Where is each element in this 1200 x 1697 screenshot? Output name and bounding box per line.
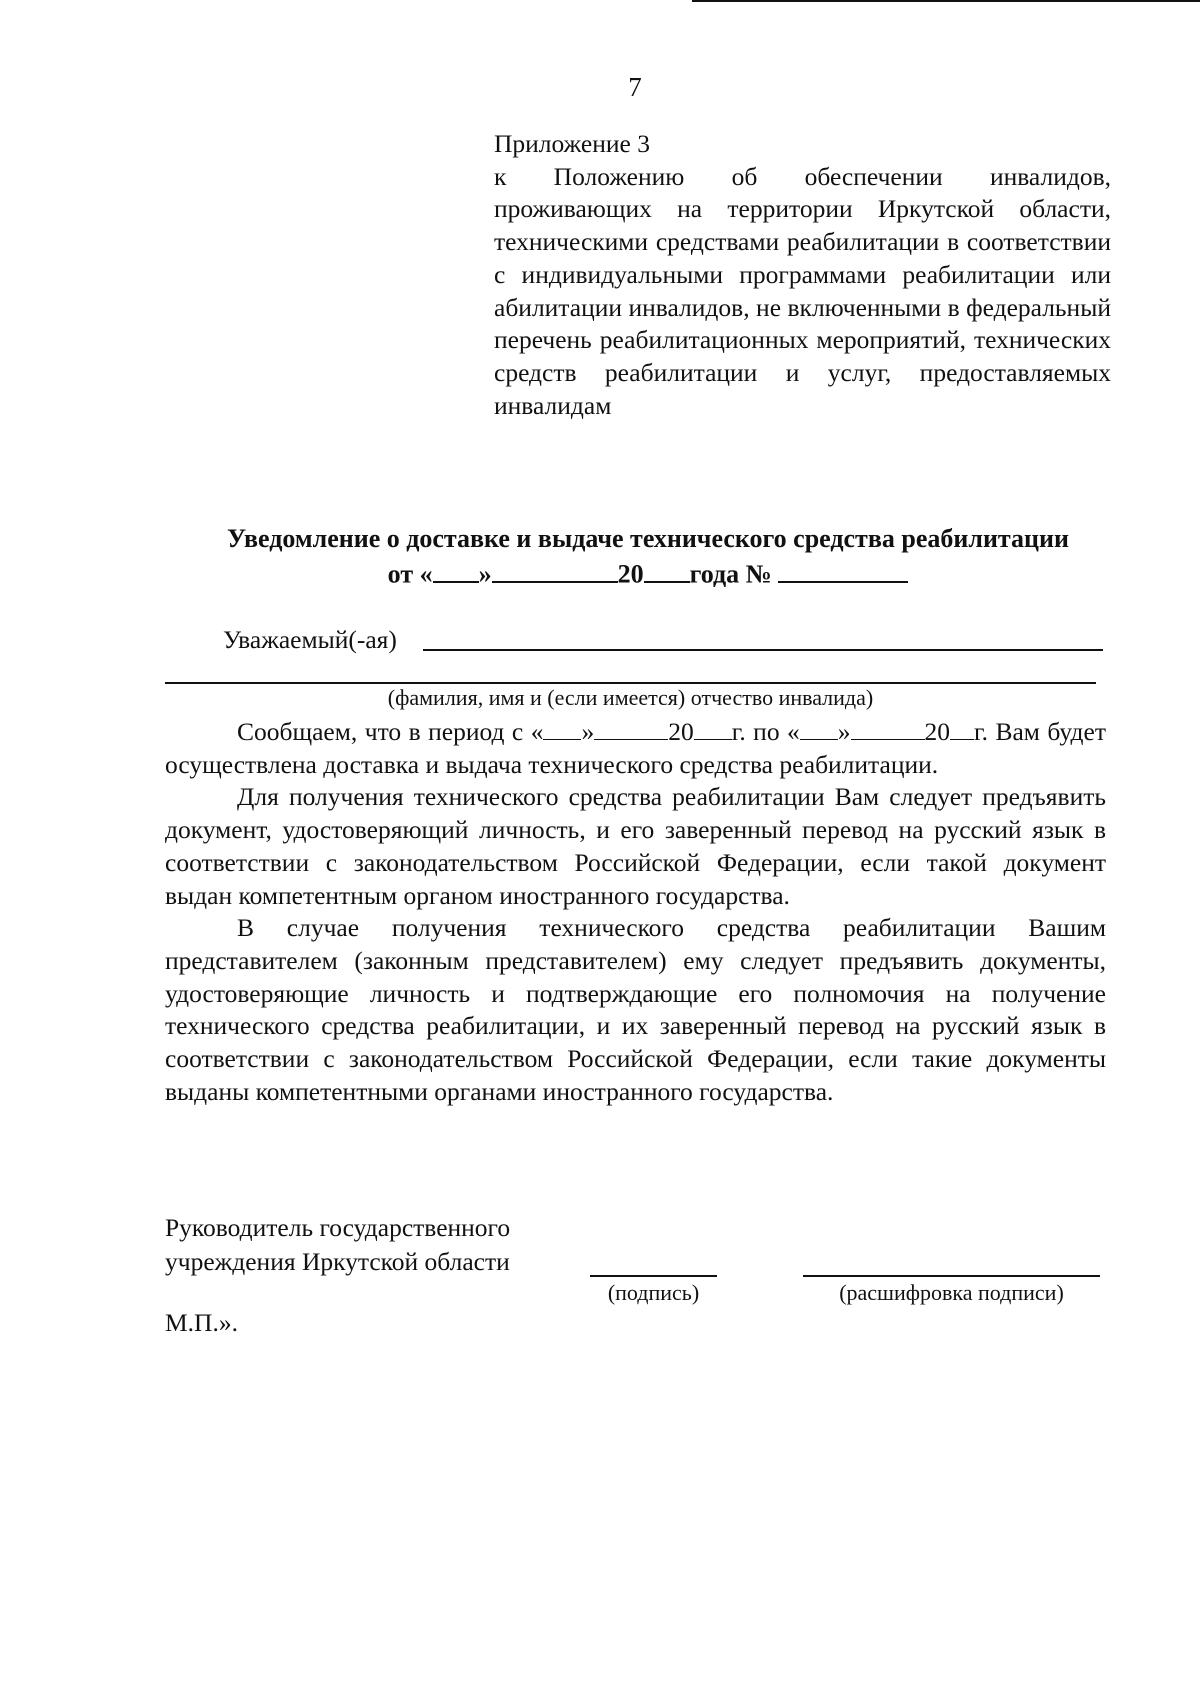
appendix-title: Приложение 3 <box>494 129 650 158</box>
heading-from: от « <box>387 559 433 589</box>
appendix-block <box>494 128 1111 422</box>
year-blank <box>644 556 690 583</box>
signature-decode-line <box>803 1275 1100 1277</box>
recipient-name-blank <box>423 649 1103 651</box>
stamp-place: М.П.». <box>165 1308 238 1337</box>
body-paragraph-2: Для получения технического средства реабилитации Вам следует предъявить документ, удостоверяющий личность, и его заверенный перевод на русский язык в соответствии с законодательством Российской Федерации, если такой документ выдан компетентным органом иностранного государства. <box>165 782 1106 910</box>
day-blank <box>433 556 479 583</box>
top-rule <box>692 0 1200 2</box>
signature-decode-caption: (расшифровка подписи) <box>839 1280 1064 1305</box>
recipient-caption: (фамилия, имя и (если имеется) отчество инвалида) <box>387 685 874 710</box>
notice-body <box>165 716 1106 1108</box>
heading-title: Уведомление о доставке и выдаче технического средства реабилитации <box>227 524 1069 553</box>
signature-line <box>590 1275 717 1277</box>
heading-year-prefix: 20 <box>617 559 644 589</box>
start-year-blank <box>694 716 732 740</box>
month-blank <box>492 556 618 583</box>
page-number: 7 <box>628 72 642 102</box>
end-year-blank <box>950 716 974 740</box>
document-heading <box>150 521 1146 592</box>
heading-date-line <box>150 556 1146 592</box>
number-blank <box>778 556 908 583</box>
start-month-blank <box>594 716 668 740</box>
signatory-title: Руководитель государственного учреждения Иркутской области <box>165 1213 511 1276</box>
start-day-blank <box>543 716 581 740</box>
signature-caption: (подпись) <box>607 1280 700 1305</box>
appendix-text: к Положению об обеспечении инвалидов, проживающих на территории Иркутской области, техническими средствами реабилитации в соответствии с индивидуальными программами реабилитации или абилитации инвалидов, не включенными в федеральный перечень реабилитационных мероприятий, технических средств реабилитации и услуг, предоставляемых инвалидам <box>494 161 1111 420</box>
recipient-label: Уважаемый(-ая) <box>223 625 397 654</box>
heading-quote-close: » <box>478 559 492 589</box>
body-paragraph-3: В случае получения технического средства реабилитации Вашим представителем (законным представителем) ему следует предъявить документы, удостоверяющие личность и подтверждающие его полномочия на получение технического средства реабилитации, и их заверенный перевод на русский язык в соответствии с законодательством Российской Федерации, если такие документы выданы компетентными органами иностранного государства. <box>165 913 1106 1106</box>
heading-year-suffix: года № <box>689 559 772 589</box>
end-day-blank <box>800 716 838 740</box>
end-month-blank <box>851 716 925 740</box>
recipient-row <box>223 624 397 656</box>
recipient-name-line <box>165 682 1096 684</box>
body-paragraph-1: Сообщаем, что в период с « » 20 г. по « » 20 г. Вам будет осуществлена доставка и выдача технического средства реабилитации. <box>165 717 1106 779</box>
